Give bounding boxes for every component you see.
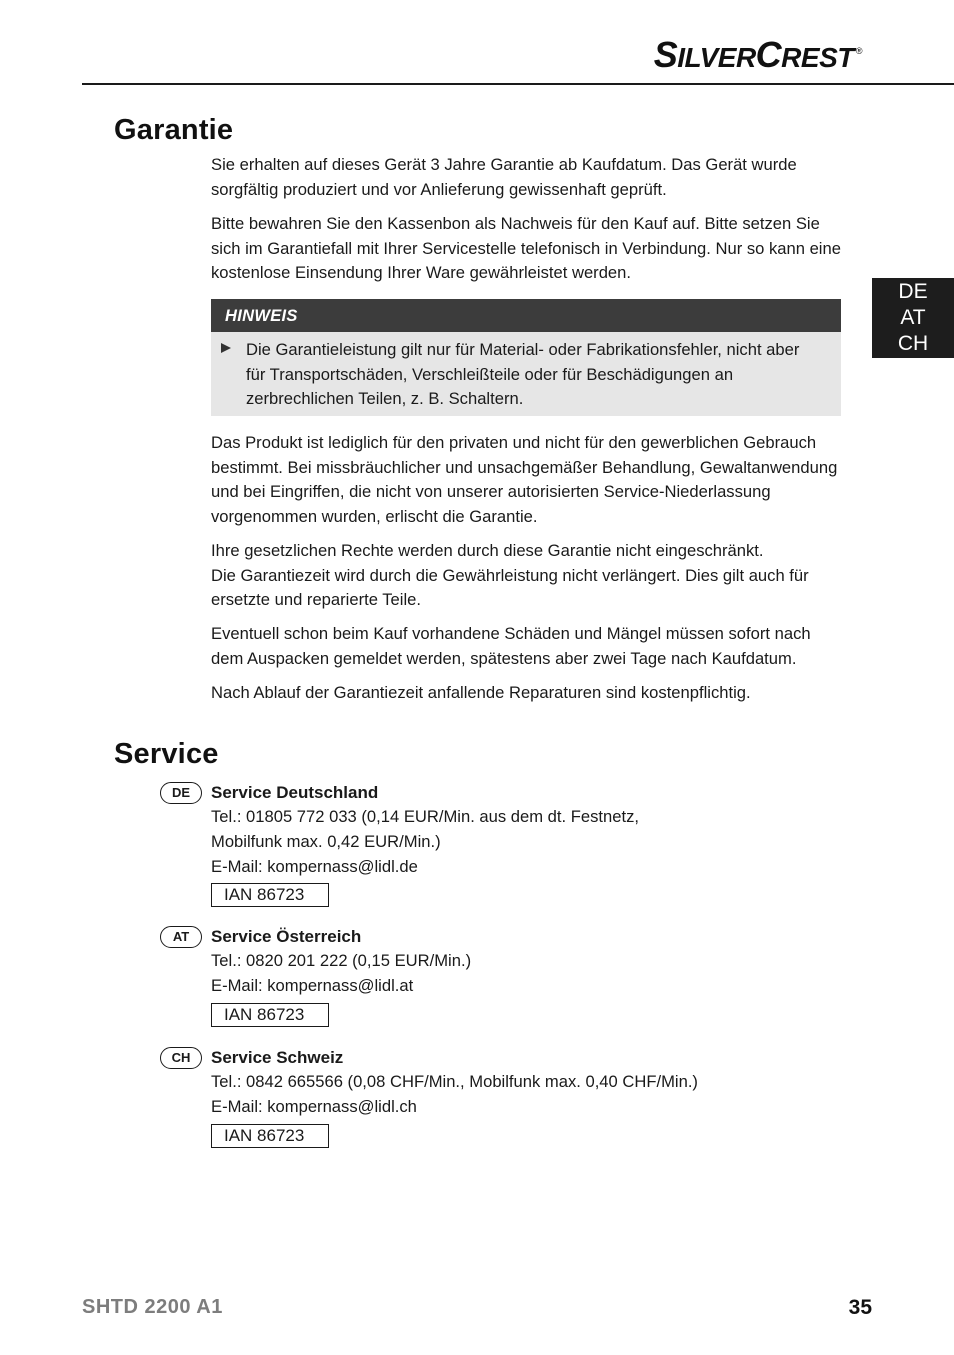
service-email-ch: E-Mail: kompernass@lidl.ch (211, 1096, 417, 1116)
header-rule (82, 83, 954, 85)
garantie-paragraph-2: Bitte bewahren Sie den Kassenbon als Nachweis für den Kauf auf. Bitte setzen Sie sich im Garantiefall mit Ihrer Servicestelle telefonisch in Verbindung. Nur so kann eine kostenlose Einsendung Ihrer Ware gewährleistet werden. (211, 214, 841, 282)
country-badge-de: DE (160, 782, 202, 804)
garantie-heading: Garantie (114, 114, 234, 146)
ian-box-ch: IAN 86723 (211, 1124, 329, 1148)
service-tel-de-1: Tel.: 01805 772 033 (0,14 EUR/Min. aus dem dt. Festnetz, (211, 807, 639, 826)
note-title: HINWEIS (211, 299, 841, 332)
garantie-paragraph-4b: Die Garantiezeit wird durch die Gewährleistung nicht verlängert. Dies gilt auch für ersetzte und reparierte Teile. (211, 565, 809, 609)
garantie-paragraph-1: Sie erhalten auf dieses Gerät 3 Jahre Garantie ab Kaufdatum. Das Gerät wurde sorgfältig produziert und vor Anlieferung gewissenhaft geprüft. (211, 155, 797, 199)
garantie-paragraph-5: Eventuell schon beim Kauf vorhandene Schäden und Mängel müssen sofort nach dem Auspacken gemeldet werden, spätestens aber zwei Tage nach Kaufdatum. (211, 624, 811, 668)
note-text: Die Garantieleistung gilt nur für Material- oder Fabrikationsfehler, nicht aber für Transportschäden, Verschleißteile oder für Beschädigungen an zerbrechlichen Teilen, z. B. Schaltern. (246, 340, 800, 408)
brand-logo: SILVERCREST ® (653, 34, 862, 75)
footer-model: SHTD 2200 A1 (82, 1296, 223, 1318)
country-badge-ch: CH (160, 1047, 202, 1069)
service-email-at: E-Mail: kompernass@lidl.at (211, 975, 414, 995)
garantie-paragraph-6: Nach Ablauf der Garantiezeit anfallende Reparaturen sind kostenpflichtig. (211, 683, 751, 702)
lang-at: AT (900, 306, 926, 329)
lang-de: DE (898, 280, 928, 303)
service-tel-ch: Tel.: 0842 665566 (0,08 CHF/Min., Mobilfunk max. 0,40 CHF/Min.) (211, 1072, 698, 1091)
service-title-ch: Service Schweiz (211, 1048, 344, 1067)
service-tel-at: Tel.: 0820 201 222 (0,15 EUR/Min.) (211, 951, 472, 970)
lang-ch: CH (897, 332, 929, 355)
service-title-de: Service Deutschland (211, 783, 379, 802)
garantie-paragraph-4 (211, 539, 843, 613)
country-badge-at: AT (160, 926, 202, 948)
note-body (211, 332, 841, 412)
ian-box-at: IAN 86723 (211, 1003, 329, 1027)
service-tel-de-2: Mobilfunk max. 0,42 EUR/Min.) (211, 831, 441, 851)
arrow-bullet-icon (221, 343, 231, 353)
garantie-paragraph-4a: Ihre gesetzlichen Rechte werden durch diese Garantie nicht eingeschränkt. (211, 541, 764, 560)
service-heading: Service (114, 738, 219, 770)
note-box (211, 299, 841, 416)
garantie-paragraph-3: Das Produkt ist lediglich für den privaten und nicht für den gewerblichen Gebrauch bestimmt. Bei missbräuchlicher und unsachgemäßer Behandlung, Gewaltanwendung und bei Eingriffen, die nicht von unserer autorisierten Service-Niederlassung vorgenommen wurden, erlischt die Garantie. (211, 433, 838, 526)
ian-box-de: IAN 86723 (211, 883, 329, 907)
service-title-at: Service Österreich (211, 927, 362, 946)
page-number: 35 (848, 1296, 872, 1319)
language-tab (872, 278, 954, 358)
service-email-de: E-Mail: kompernass@lidl.de (211, 856, 418, 876)
